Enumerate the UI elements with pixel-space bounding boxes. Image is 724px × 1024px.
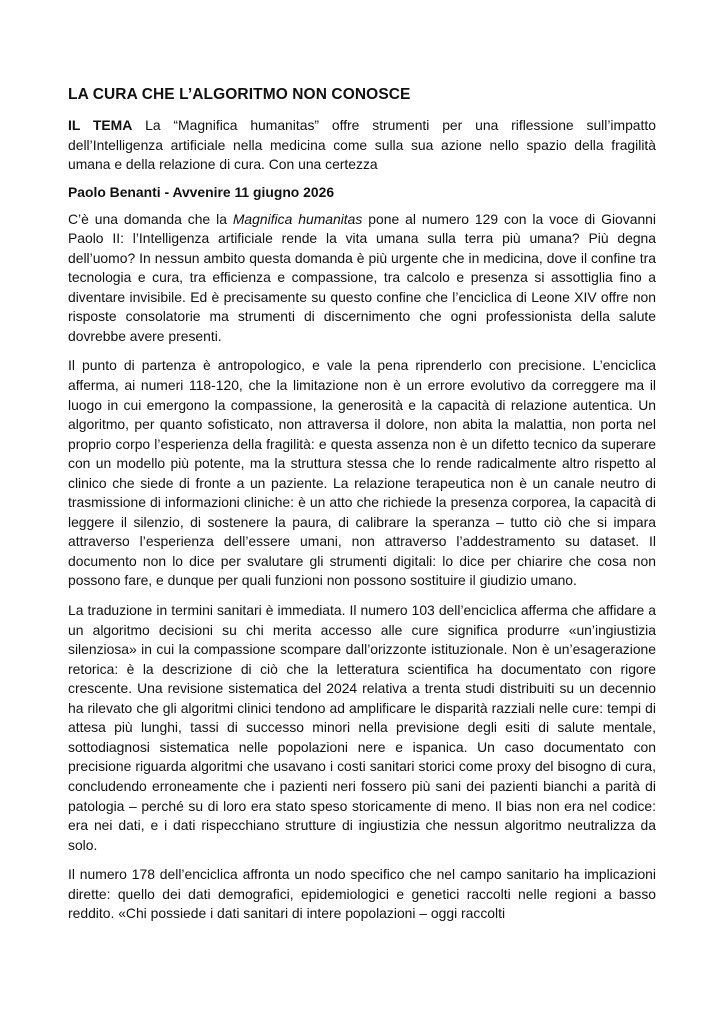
article-title: LA CURA CHE L’ALGORITMO NON CONOSCE xyxy=(68,86,411,103)
lead-label: IL TEMA xyxy=(68,117,133,133)
paragraph-4: Il numero 178 dell’enciclica affronta un nodo specifico che nel campo sanitario ha implicazioni dirette: quello dei dati demografici, epidemiologici e genetici raccolti nelle regioni a basso reddito. «Chi possiede i dati sanitari di intere popolazioni – oggi raccolti xyxy=(68,866,656,922)
lead-text: La “Magnifica humanitas” offre strumenti per una riflessione sull’impatto dell’Intelligenza artificiale nella medicina come sulla sua azione nello spazio della fragilità umana e della relazione di cura. Con una certezza xyxy=(68,117,656,173)
paragraph-1-rest: pone al numero 129 con la voce di Giovanni Paolo II: l’Intelligenza artificiale rende la vita umana sulla terra più umana? Più degna dell’uomo? In nessun ambito questa domanda è più urgente che in medicina, dove il confine tra tecnologia e cura, tra efficienza e compassione, tra calcolo e presenza si assottiglia fino a diventare invisibile. Ed è precisamente su questo confine che l’enciclica di Leone XIV offre non risposte consolatorie ma strumenti di discernimento che ogni professionista della salute dovrebbe avere presenti. xyxy=(68,210,656,344)
paragraph-1-start: C’è una domanda che la xyxy=(68,210,233,227)
paragraph-2: Il punto di partenza è antropologico, e vale la pena riprenderlo con precisione. L’enciclica afferma, ai numeri 118-120, che la limitazione non è un errore evolutivo da correggere ma il luogo in cui emergono la compassione, la generosità e la capacità di relazione autentica. Un algoritmo, per quanto sofisticato, non attraversa il dolore, non abita la malattia, non porta nel proprio corpo l’esperienza della fragilità: e questa assenza non è un difetto tecnico da superare con un modello più potente, ma la struttura stessa che lo rende radicalmente altro rispetto al clinico che siede di fronte a un paziente. La relazione terapeutica non è un canale neutro di trasmissione di informazioni cliniche: è un atto che richiede la presenza corporea, la capacità di leggere il silenzio, di sostenere la paura, di calibrare la speranza – tutto ciò che si impara attraverso l’esperienza dell’essere umani, non attraverso l’addestramento su dataset. Il documento non lo dice per svalutare gli strumenti digitali: lo dice per chiarire che cosa non possono fare, e dunque per quali funzioni non possono sostituire il giudizio umano. xyxy=(68,357,656,589)
paragraph-1 xyxy=(68,210,656,347)
article-lead xyxy=(68,116,656,175)
article xyxy=(68,86,656,924)
article-byline: Paolo Benanti - Avvenire 11 giugno 2026 xyxy=(68,183,335,200)
encyclical-title: Magnifica humanitas xyxy=(232,210,363,227)
paragraph-3: La traduzione in termini sanitari è immediata. Il numero 103 dell’enciclica afferma che affidare a un algoritmo decisioni su chi merita accesso alle cure significa produrre «un’ingiustizia silenziosa» in cui la compassione scompare dall’orizzonte istituzionale. Non è un’esagerazione retorica: è la descrizione di ciò che la letteratura scientifica ha documentato con rigore crescente. Una revisione sistematica del 2024 relativa a trenta studi distribuiti su un decennio ha rilevato che gli algoritmi clinici tendono ad amplificare le disparità razziali nelle cure: tempi di attesa più lunghi, tassi di successo minori nella previsione degli esiti di salute mentale, sottodiagnosi sistematica nelle popolazioni nere e ispanica. Un caso documentato con precisione riguarda algoritmi che usavano i costi sanitari storici come proxy del bisogno di cura, concludendo erroneamente che i pazienti neri fossero più sani dei pazienti bianchi a parità di patologia – perché su di loro era stato speso storicamente di meno. Il bias non era nel codice: era nei dati, e i dati rispecchiano strutture di ingiustizia che nessun algoritmo neutralizza da solo. xyxy=(68,602,656,853)
